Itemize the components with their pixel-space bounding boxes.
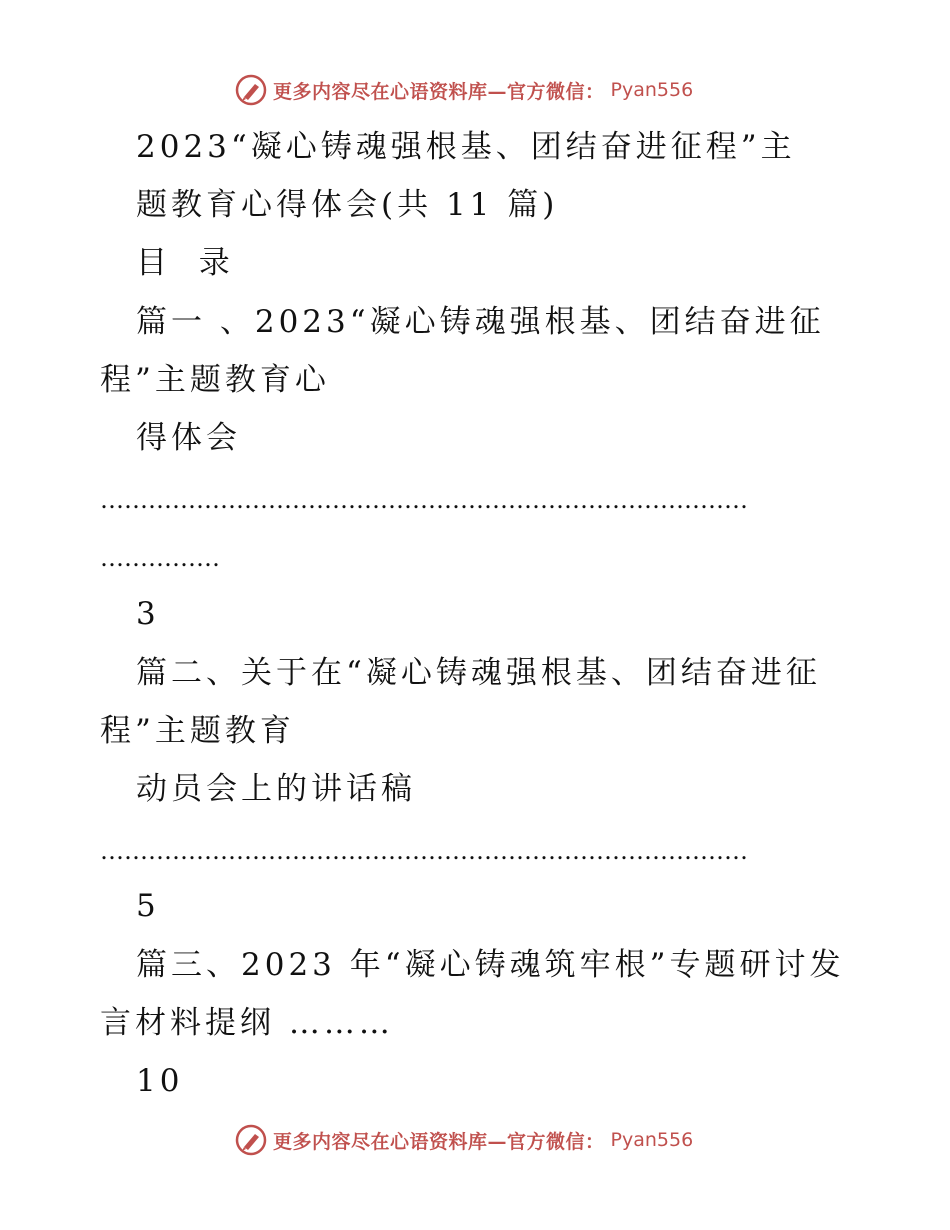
toc-item-2-line-1: 篇二、关于在“凝心铸魂强根基、团结奋进征: [136, 655, 821, 691]
toc-item-1-line-2: 程”主题教育心: [100, 362, 330, 398]
toc-item-2-leader: ………………………………………………………………………: [100, 837, 748, 865]
doc-title-line-1: 2023“凝心铸魂强根基、团结奋进征程”主: [136, 129, 796, 165]
banner-wechat-id: Pyan556: [610, 1129, 694, 1151]
pen-logo-icon: [235, 74, 267, 106]
toc-item-1-page: 3: [136, 596, 160, 632]
toc-heading: 目 录: [136, 245, 234, 281]
toc-item-1-line-3: 得体会: [136, 420, 241, 456]
toc-item-1-leader-1: ………………………………………………………………………: [100, 486, 748, 514]
toc-item-2-line-3: 动员会上的讲话稿: [136, 771, 416, 807]
banner-text: 更多内容尽在心语资料库—官方微信：: [273, 80, 605, 103]
toc-item-1-leader-2: ……………: [100, 544, 220, 572]
header-banner: [235, 72, 693, 108]
toc-item-3-line-1: 篇三、2023 年“凝心铸魂筑牢根”专题研讨发: [136, 947, 845, 983]
pen-logo-icon: [235, 1124, 267, 1156]
toc-item-3-line-2: 言材料提纲 ………: [100, 1005, 394, 1041]
toc-item-1-line-1: 篇一 、2023“凝心铸魂强根基、团结奋进征: [136, 304, 825, 340]
toc-item-2-line-2: 程”主题教育: [100, 713, 295, 749]
toc-item-3-page: 10: [136, 1063, 184, 1099]
doc-title-line-2: 题教育心得体会(共 11 篇): [136, 187, 559, 223]
toc-item-2-page: 5: [136, 888, 160, 924]
banner-text: 更多内容尽在心语资料库—官方微信：: [273, 1130, 605, 1153]
banner-wechat-id: Pyan556: [610, 79, 694, 101]
footer-banner: [235, 1122, 693, 1158]
